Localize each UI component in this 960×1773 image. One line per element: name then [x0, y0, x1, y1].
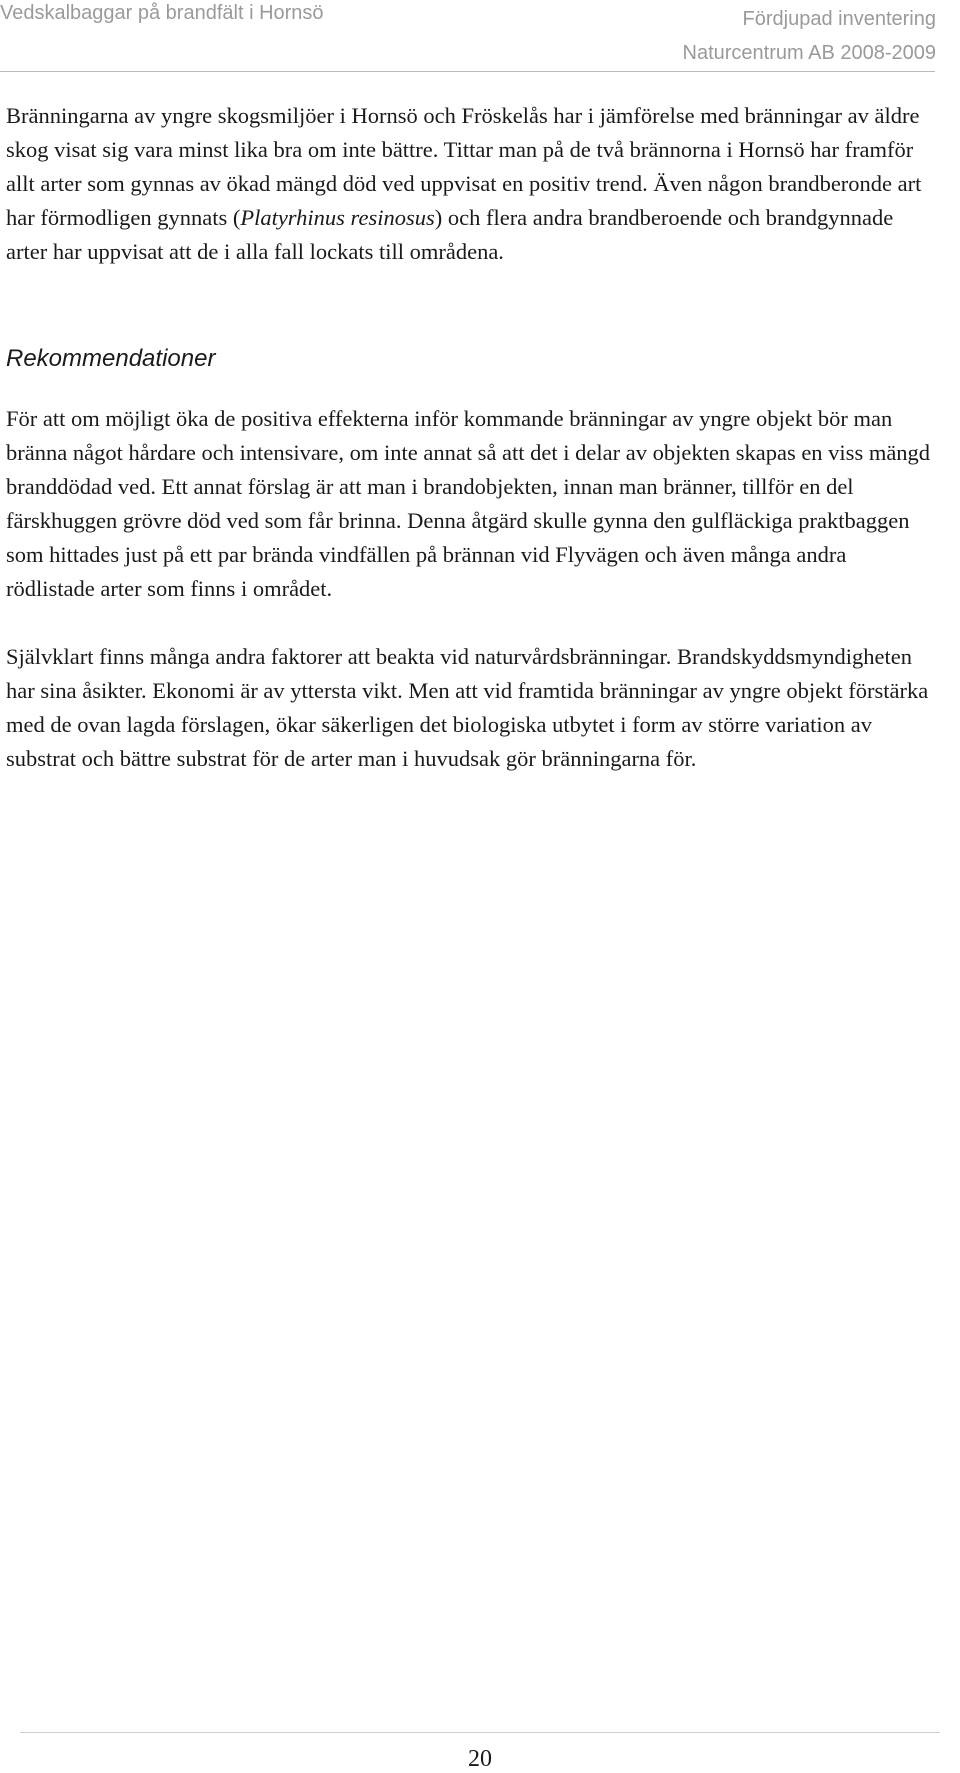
header-report-type: Fördjupad inventering: [742, 8, 936, 30]
paragraph-results-text-1: Bränningarna av yngre skogsmiljöer i Hornsö och Fröskelås har i jämförelse med bränningar av äldre skog visat sig vara minst lika bra om inte bättre. Tittar man på de två brännorna i Hornsö har framför allt arter som gynnas av ökad mängd död ved uppvisat en positiv trend. Även någon brandberonde art har förmodligen gynnats (: [6, 103, 922, 230]
footer-divider: [20, 1732, 940, 1733]
page-header: [0, 0, 960, 72]
header-right-block: [683, 2, 937, 70]
page-number: 20: [468, 1746, 492, 1772]
header-divider: [0, 71, 935, 72]
paragraph-recommendation: För att om möjligt öka de positiva effekterna inför kommande bränningar av yngre objekt bör man bränna något hårdare och intensivare, om inte annat så att det i delar av objekten skapas en viss mängd branddödad ved. Ett annat förslag är att man i brandobjekten, innan man bränner, tillför en del färskhuggen grövre död ved som får brinna. Denna åtgärd skulle gynna den gulfläckiga praktbaggen som hittades just på ett par brända vindfällen på brännan vid Flyvägen och även många andra rödlistade arter som finns i området.: [6, 406, 931, 601]
paragraph-conclusion: Självklart finns många andra faktorer att beakta vid naturvårdsbränningar. Brandskyddsmyndigheten har sina åsikter. Ekonomi är av yttersta vikt. Men att vid framtida bränningar av yngre objekt förstärka med de ovan lagda förslagen, ökar säkerligen det biologiska utbytet i form av större variation av substrat och bättre substrat för de arter man i huvudsak gör bränningarna för.: [6, 644, 929, 771]
header-document-title: Vedskalbaggar på brandfält i Hornsö: [0, 2, 324, 24]
header-organization: Naturcentrum AB 2008-2009: [682, 42, 936, 64]
paragraph-spacer: [6, 606, 936, 640]
paragraph-results: [6, 99, 936, 269]
paragraph-results-text-2: ) och flera andra brandberoende och brandgynnade arter har uppvisat att de i alla fall lockats till områdena.: [6, 205, 894, 264]
section-heading: Rekommendationer: [6, 345, 216, 372]
species-name: Platyrhinus resinosus: [240, 205, 435, 230]
page-content: [6, 99, 936, 776]
